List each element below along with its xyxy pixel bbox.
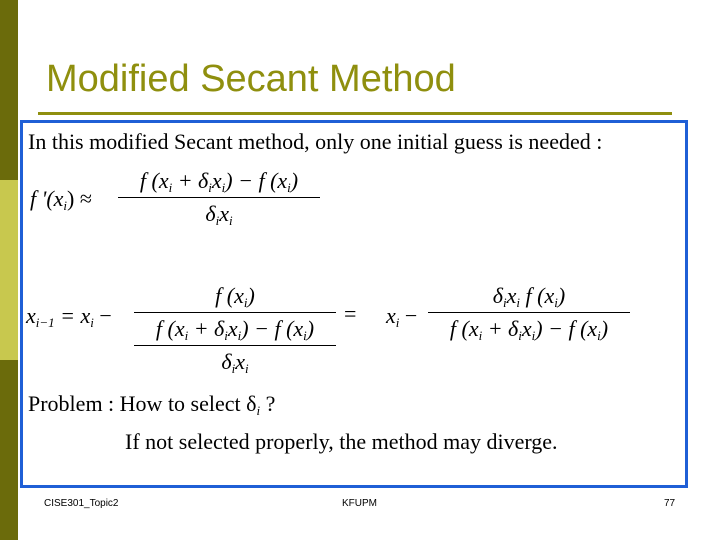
nested-fraction-bar	[134, 345, 336, 346]
sidebar-stripe-bottom	[0, 360, 18, 540]
rhs-fraction	[428, 283, 630, 343]
fraction-bar	[428, 312, 630, 313]
derivative-denominator: $\delta_ix_i$	[205, 201, 233, 228]
footer-course: CISE301_Topic2	[44, 498, 119, 509]
sidebar-stripe-top	[0, 0, 18, 180]
fraction-bar	[118, 197, 320, 198]
nested-denominator: $\delta_ix_i$	[221, 349, 249, 376]
iteration-lhs: $x_{i-1} = x_i$ −	[26, 303, 112, 330]
derivative-lhs: f '$(x_i)$ ≈	[30, 186, 92, 213]
equals-sign: =	[344, 301, 357, 326]
fraction-bar	[134, 312, 336, 313]
big-numerator: f $(x_i)$	[215, 283, 255, 310]
derivative-fraction	[118, 168, 320, 228]
nested-numerator: f $(x_i + \delta_ix_i) - f$ $(x_i)$	[155, 316, 315, 343]
footer-page-number: 77	[664, 498, 676, 509]
iteration-big-fraction	[134, 283, 336, 376]
slide-title: Modified Secant Method	[46, 58, 456, 100]
problem-text: Problem : How to select $\delta_i$ ?	[28, 391, 276, 418]
rhs-lhs: $x_i$ −	[386, 303, 418, 330]
big-denominator	[134, 316, 336, 376]
rhs-numerator: $\delta_ix_i$ f $(x_i)$	[492, 283, 566, 310]
intro-text: In this modified Secant method, only one initial guess is needed :	[28, 129, 603, 154]
footer-institution: KFUPM	[342, 498, 377, 509]
derivative-numerator: f $(x_i + \delta_ix_i) - f$ $(x_i)$	[139, 168, 299, 195]
title-underline	[38, 112, 672, 115]
sidebar-stripe-middle	[0, 180, 18, 360]
rhs-denominator: f $(x_i + \delta_ix_i) - f$ $(x_i)$	[449, 316, 609, 343]
warning-text: If not selected properly, the method may diverge.	[125, 429, 558, 454]
